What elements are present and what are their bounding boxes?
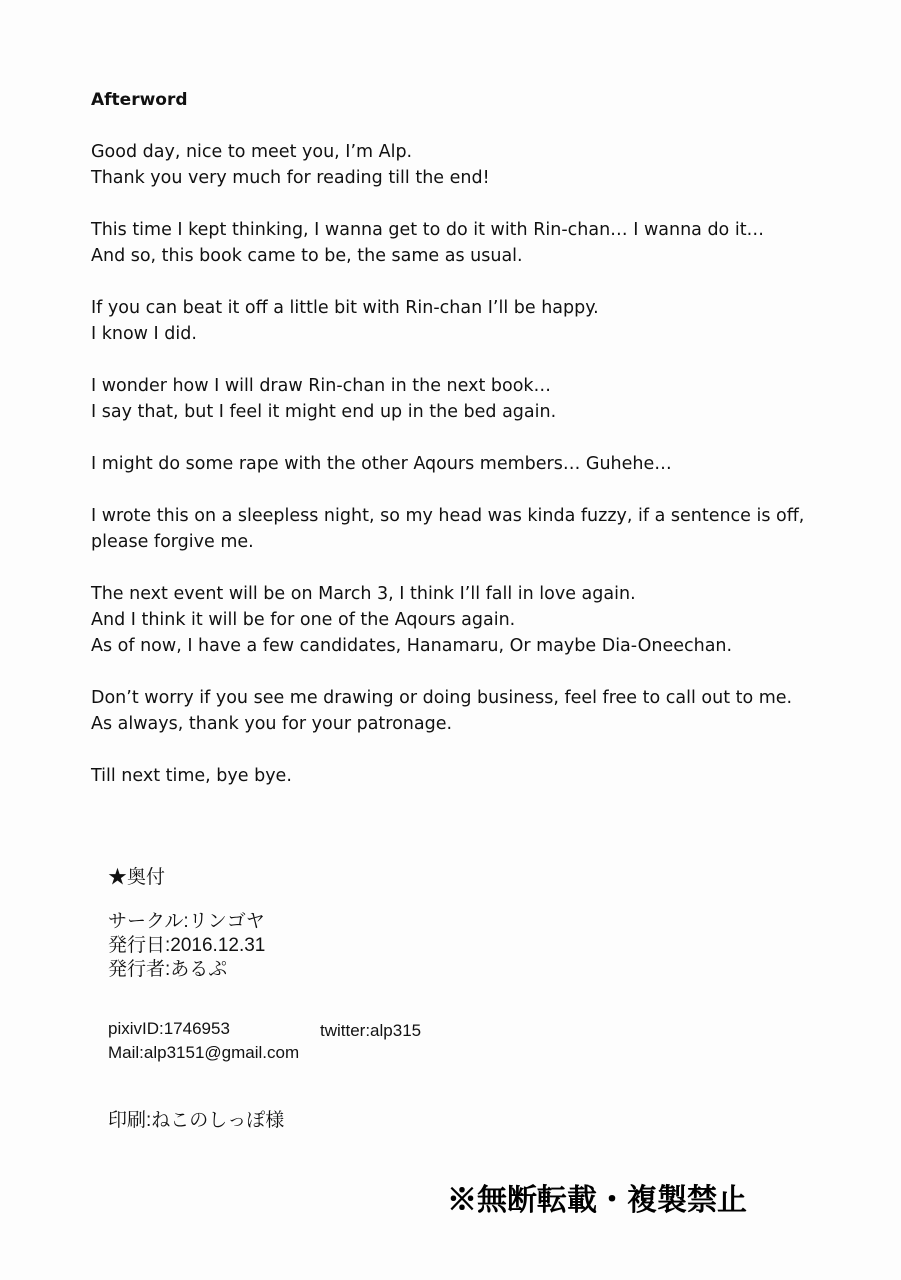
afterword-paragraph bbox=[91, 581, 871, 659]
reproduction-notice: ※無断転載・複製禁止 bbox=[447, 1184, 747, 1217]
twitter-handle: twitter:alp315 bbox=[320, 1021, 422, 1040]
text-line: As always, thank you for your patronage. bbox=[91, 714, 453, 734]
printer-credit: 印刷:ねこのしっぽ様 bbox=[108, 1110, 285, 1131]
afterword-title: Afterword bbox=[91, 90, 188, 110]
publisher-name: 発行者:あるぷ bbox=[108, 959, 228, 980]
afterword-paragraph bbox=[91, 139, 871, 191]
text-line: I wrote this on a sleepless night, so my head was kinda fuzzy, if a sentence is off, bbox=[91, 506, 805, 526]
text-line: I say that, but I feel it might end up in the bed again. bbox=[91, 402, 557, 422]
text-line: I know I did. bbox=[91, 324, 197, 344]
text-line: Till next time, bye bye. bbox=[91, 766, 292, 786]
afterword-paragraph bbox=[91, 295, 871, 347]
text-line: Good day, nice to meet you, I’m Alp. bbox=[91, 142, 413, 162]
colophon-details bbox=[108, 910, 265, 982]
text-line: I might do some rape with the other Aqours members… Guhehe… bbox=[91, 454, 672, 474]
text-line: Thank you very much for reading till the end! bbox=[91, 168, 490, 188]
afterword-paragraph bbox=[91, 503, 871, 555]
text-line: This time I kept thinking, I wanna get to do it with Rin-chan… I wanna do it… bbox=[91, 220, 765, 240]
text-line: And so, this book came to be, the same as usual. bbox=[91, 246, 523, 266]
colophon-title: ★奥付 bbox=[108, 867, 166, 888]
text-line: And I think it will be for one of the Aqours again. bbox=[91, 610, 516, 630]
afterword-paragraph bbox=[91, 451, 871, 477]
mail-address: Mail:alp3151@gmail.com bbox=[108, 1043, 300, 1062]
afterword-section bbox=[91, 88, 871, 815]
pixiv-id: pixivID:1746953 bbox=[108, 1019, 230, 1038]
circle-name: サークル:リンゴヤ bbox=[108, 911, 265, 932]
text-line: I wonder how I will draw Rin-chan in the next book… bbox=[91, 376, 552, 396]
afterword-paragraph bbox=[91, 685, 871, 737]
afterword-paragraph bbox=[91, 373, 871, 425]
text-line: The next event will be on March 3, I think I’ll fall in love again. bbox=[91, 584, 636, 604]
text-line: If you can beat it off a little bit with Rin-chan I’ll be happy. bbox=[91, 298, 599, 318]
publish-date: 発行日:2016.12.31 bbox=[108, 935, 266, 956]
text-line: Don’t worry if you see me drawing or doing business, feel free to call out to me. bbox=[91, 688, 793, 708]
afterword-paragraph bbox=[91, 217, 871, 269]
text-line: please forgive me. bbox=[91, 532, 254, 552]
text-line: As of now, I have a few candidates, Hanamaru, Or maybe Dia-Oneechan. bbox=[91, 636, 733, 656]
afterword-paragraph bbox=[91, 763, 871, 789]
